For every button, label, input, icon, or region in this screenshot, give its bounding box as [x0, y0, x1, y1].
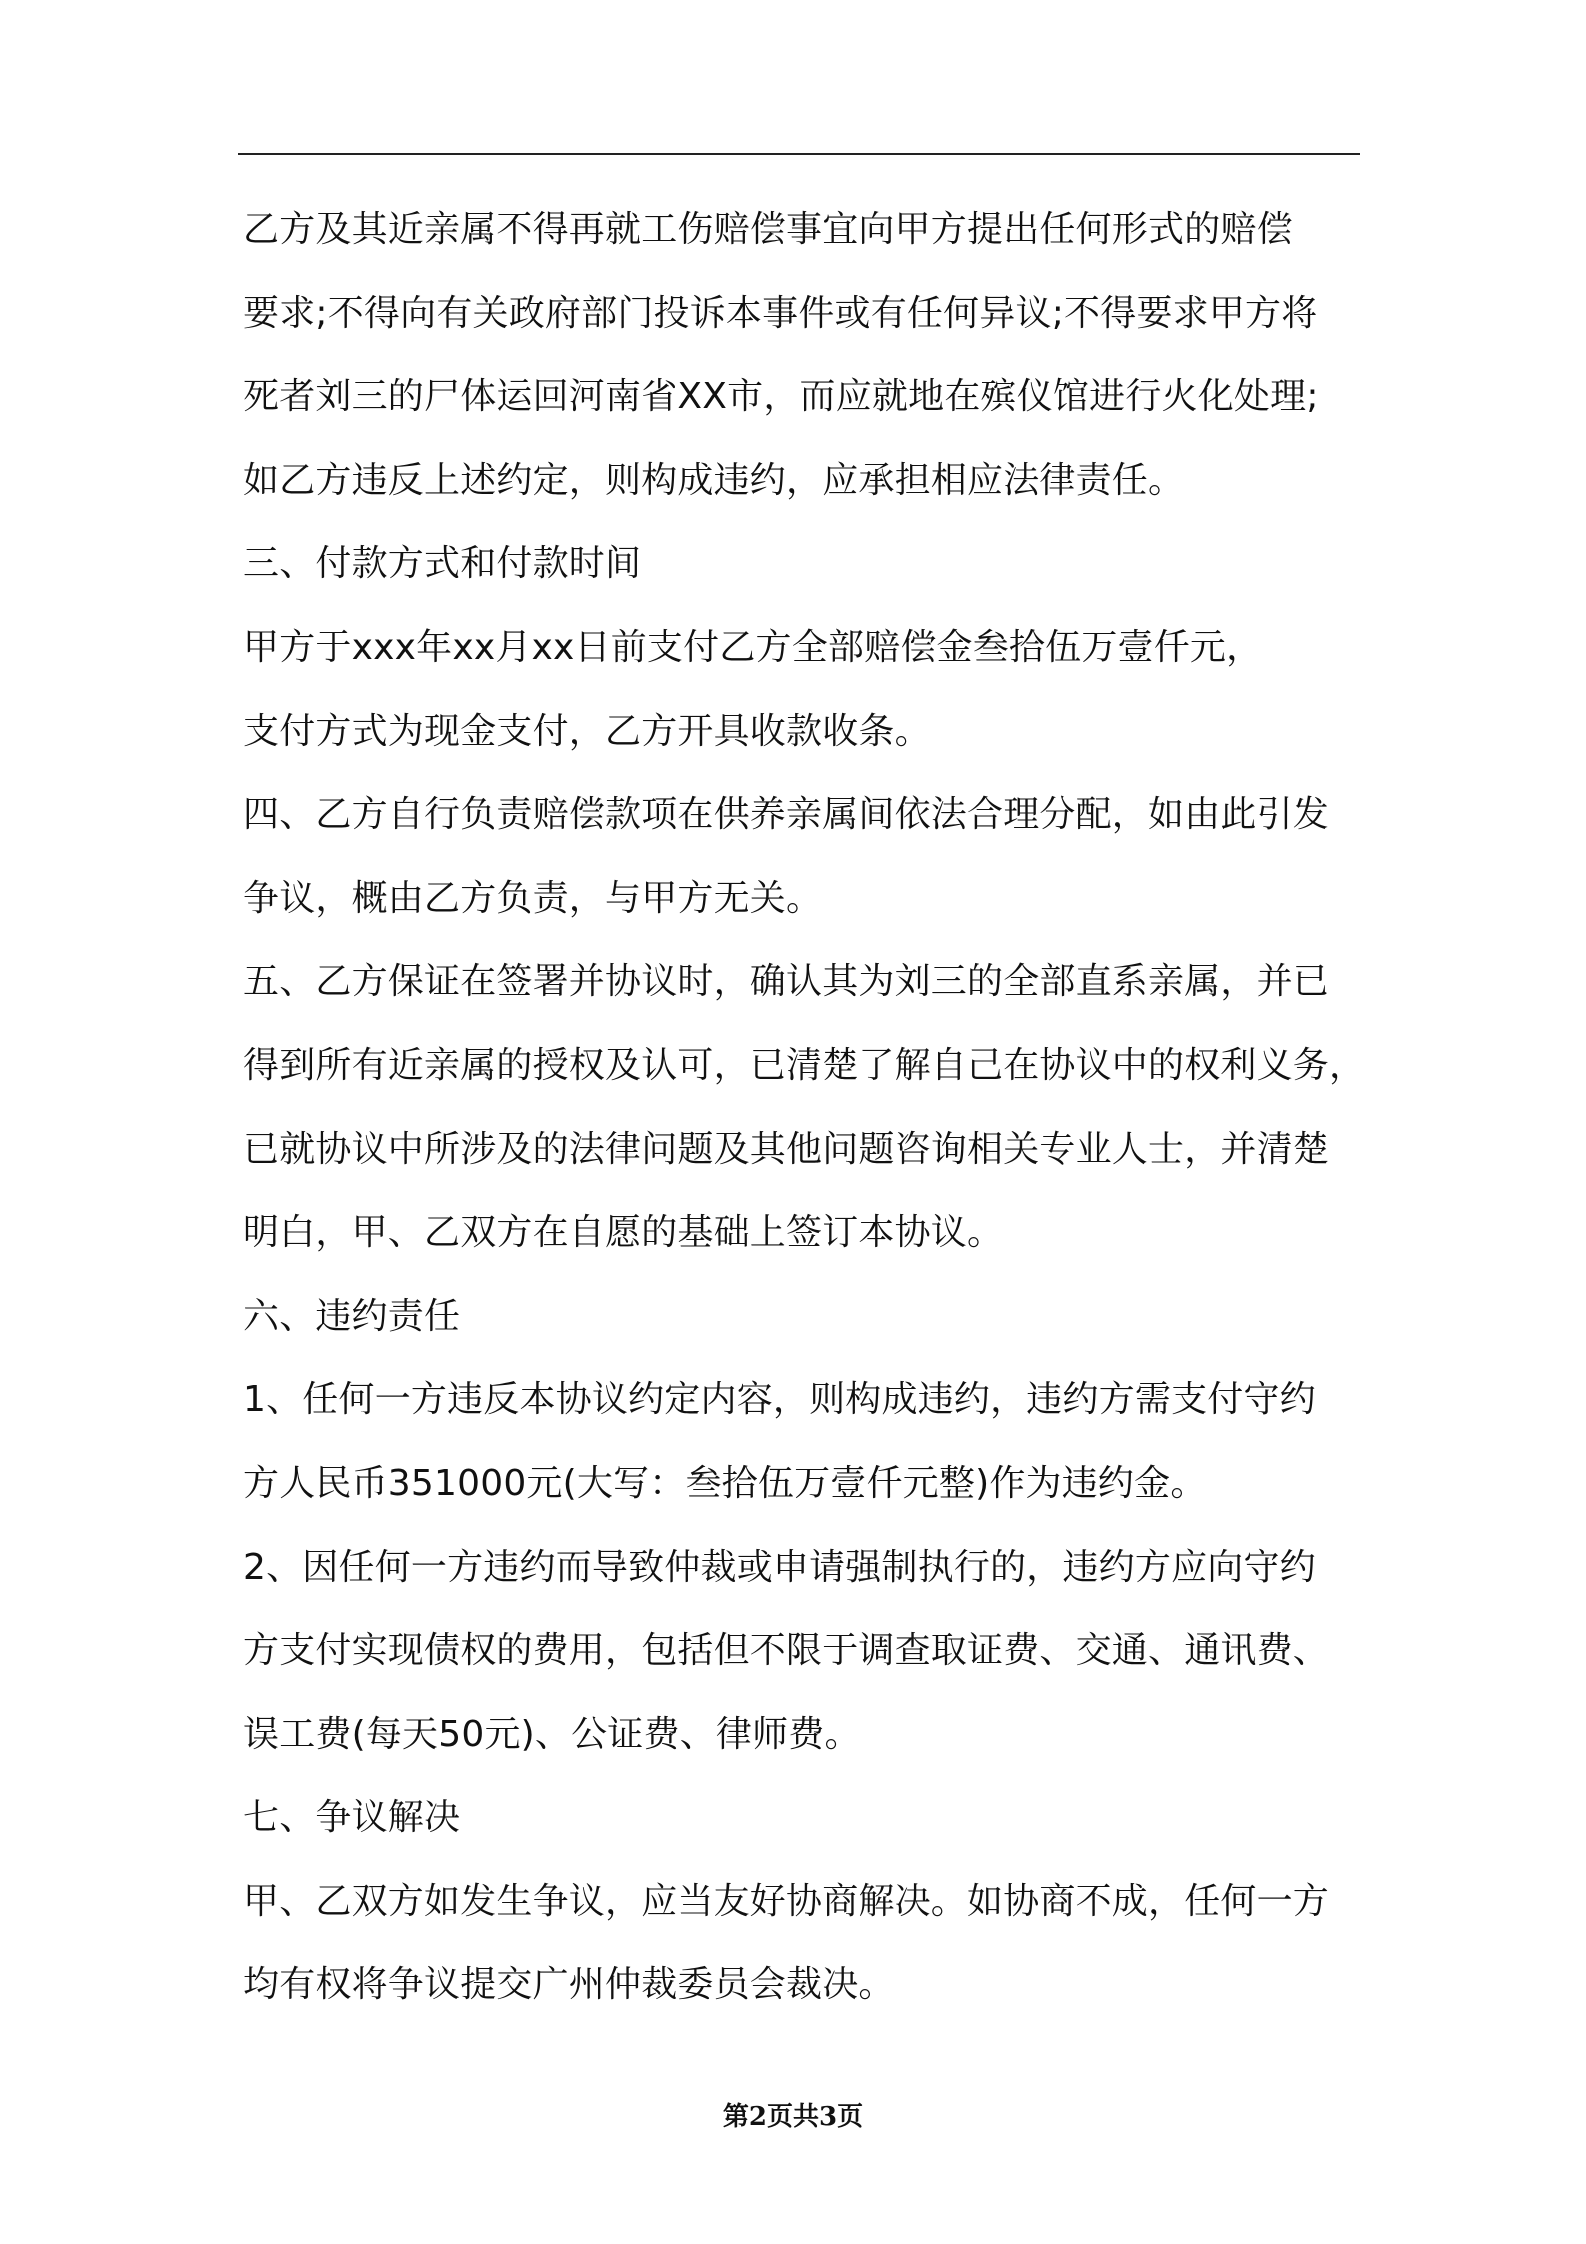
body-line: 误工费(每天50元)、公证费、律师费。	[243, 1713, 861, 1755]
body-line: 甲方于xxx年xx月xx日前支付乙方全部赔偿金叁拾伍万壹仟元，	[243, 626, 1263, 668]
body-line: 方人民币351000元(大写：叁拾伍万壹仟元整)作为违约金。	[243, 1462, 1207, 1504]
body-line: 如乙方违反上述约定，则构成违约，应承担相应法律责任。	[243, 459, 1185, 501]
body-line: 明白，甲、乙双方在自愿的基础上签订本协议。	[243, 1212, 1004, 1254]
body-line: 争议，概由乙方负责，与甲方无关。	[243, 877, 823, 919]
section-heading: 七、争议解决	[243, 1797, 461, 1839]
body-line: 均有权将争议提交广州仲裁委员会裁决。	[243, 1964, 895, 2006]
body-line: 乙方及其近亲属不得再就工伤赔偿事宜向甲方提出任何形式的赔偿	[243, 209, 1293, 250]
body-line: 2、因任何一方违约而导致仲裁或申请强制执行的，违约方应向守约	[243, 1546, 1316, 1588]
body-line: 已就协议中所涉及的法律问题及其他问题咨询相关专业人士，并清楚	[243, 1128, 1330, 1170]
body-line: 甲、乙双方如发生争议，应当友好协商解决。如协商不成，任何一方	[243, 1880, 1330, 1922]
body-line: 支付方式为现金支付，乙方开具收款收条。	[243, 710, 931, 752]
body-line: 得到所有近亲属的授权及认可，已清楚了解自己在协议中的权利义务，	[243, 1044, 1366, 1086]
body-line: 死者刘三的尸体运回河南省XX市，而应就地在殡仪馆进行火化处理;	[243, 376, 1319, 418]
body-line: 方支付实现债权的费用，包括但不限于调查取证费、交通、通讯费、	[243, 1630, 1330, 1672]
body-line: 五、乙方保证在签署并协议时，确认其为刘三的全部直系亲属，并已	[243, 961, 1330, 1003]
body-line: 1、任何一方违反本协议约定内容，则构成违约，违约方需支付守约	[243, 1379, 1316, 1421]
body-line: 四、乙方自行负责赔偿款项在供养亲属间依法合理分配，如由此引发	[243, 794, 1330, 836]
page-number: 第2页共3页	[722, 2102, 864, 2132]
body-line: 要求;不得向有关政府部门投诉本事件或有任何异议;不得要求甲方将	[243, 292, 1318, 334]
header-rule	[238, 153, 1360, 155]
document-body	[243, 188, 1365, 2027]
section-heading: 三、付款方式和付款时间	[243, 543, 642, 585]
section-heading: 六、违约责任	[243, 1295, 461, 1337]
